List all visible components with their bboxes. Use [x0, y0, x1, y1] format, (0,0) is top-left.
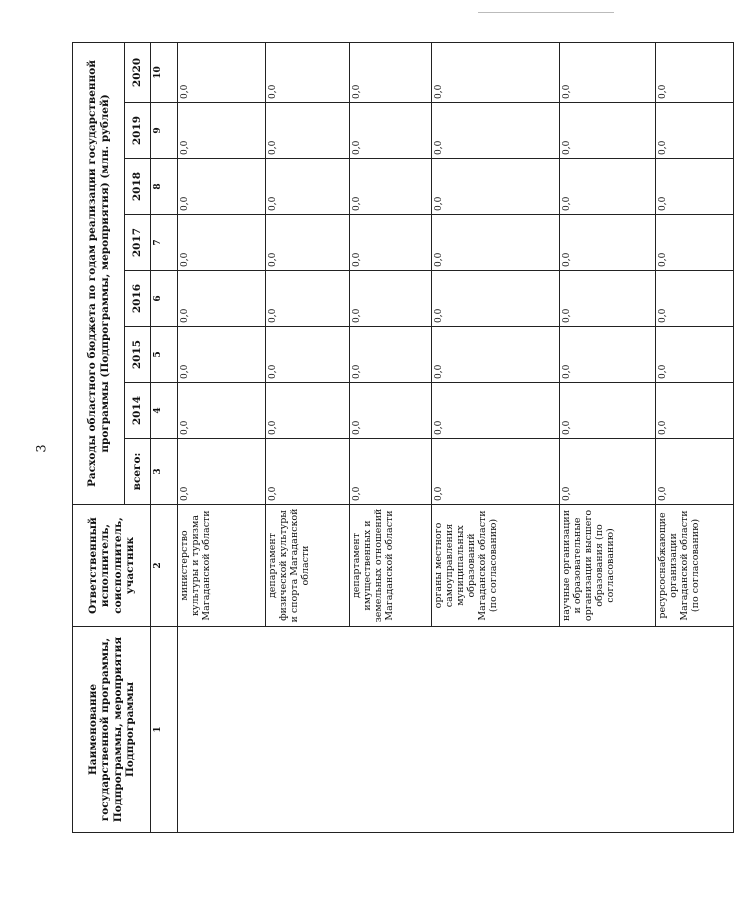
header-year: 2018 — [125, 159, 151, 215]
value-cell: 0,0 — [560, 103, 656, 159]
executor-cell: министерство культуры и туризма Магаданской области — [178, 505, 266, 627]
program-name-cell — [178, 627, 734, 833]
value-cell: 0,0 — [656, 159, 734, 215]
budget-table — [72, 42, 734, 833]
value-cell: 0,0 — [266, 439, 350, 505]
value-cell: 0,0 — [560, 42, 656, 102]
column-number: 4 — [151, 383, 178, 439]
value-cell: 0,0 — [178, 271, 266, 327]
column-number: 5 — [151, 327, 178, 383]
header-expenses: Расходы областного бюджета по годам реализации государственной программы (Подпрограммы, мероприятия) (млн. рублей) — [73, 42, 125, 504]
header-program-name: Наименование государственной программы, Подпрограммы, мероприятия Подпрограммы — [73, 627, 151, 833]
value-cell: 0,0 — [656, 383, 734, 439]
value-cell: 0,0 — [560, 271, 656, 327]
value-cell: 0,0 — [560, 327, 656, 383]
column-number: 1 — [151, 627, 178, 833]
value-cell: 0,0 — [350, 327, 432, 383]
value-cell: 0,0 — [266, 383, 350, 439]
value-cell: 0,0 — [656, 439, 734, 505]
header-year: 2014 — [125, 383, 151, 439]
value-cell: 0,0 — [266, 42, 350, 102]
value-cell: 0,0 — [432, 327, 560, 383]
value-cell: 0,0 — [178, 42, 266, 102]
table-row — [178, 42, 266, 832]
header-executor: Ответственный исполнитель, соисполнитель, участник — [73, 505, 151, 627]
header-total: всего: — [125, 439, 151, 505]
table-body — [73, 42, 734, 832]
top-rule — [478, 12, 614, 13]
column-number: 3 — [151, 439, 178, 505]
value-cell: 0,0 — [350, 103, 432, 159]
rotated-table-container — [72, 43, 701, 833]
value-cell: 0,0 — [266, 327, 350, 383]
value-cell: 0,0 — [178, 327, 266, 383]
value-cell: 0,0 — [432, 103, 560, 159]
value-cell: 0,0 — [350, 215, 432, 271]
executor-cell: департамент имущественных и земельных отношений Магаданской области — [350, 505, 432, 627]
value-cell: 0,0 — [432, 383, 560, 439]
value-cell: 0,0 — [266, 271, 350, 327]
value-cell: 0,0 — [656, 42, 734, 102]
header-year: 2020 — [125, 42, 151, 102]
column-number: 6 — [151, 271, 178, 327]
value-cell: 0,0 — [432, 215, 560, 271]
header-year: 2019 — [125, 103, 151, 159]
value-cell: 0,0 — [350, 271, 432, 327]
value-cell: 0,0 — [350, 42, 432, 102]
value-cell: 0,0 — [432, 159, 560, 215]
column-number: 10 — [151, 42, 178, 102]
value-cell: 0,0 — [178, 215, 266, 271]
value-cell: 0,0 — [178, 103, 266, 159]
value-cell: 0,0 — [178, 439, 266, 505]
column-number: 7 — [151, 215, 178, 271]
value-cell: 0,0 — [560, 383, 656, 439]
value-cell: 0,0 — [350, 439, 432, 505]
value-cell: 0,0 — [350, 159, 432, 215]
value-cell: 0,0 — [178, 159, 266, 215]
value-cell: 0,0 — [266, 159, 350, 215]
value-cell: 0,0 — [178, 383, 266, 439]
value-cell: 0,0 — [350, 383, 432, 439]
value-cell: 0,0 — [560, 215, 656, 271]
value-cell: 0,0 — [432, 271, 560, 327]
value-cell: 0,0 — [432, 439, 560, 505]
value-cell: 0,0 — [656, 103, 734, 159]
column-number: 8 — [151, 159, 178, 215]
value-cell: 0,0 — [432, 42, 560, 102]
value-cell: 0,0 — [560, 159, 656, 215]
value-cell: 0,0 — [656, 215, 734, 271]
value-cell: 0,0 — [656, 271, 734, 327]
header-year: 2017 — [125, 215, 151, 271]
header-year: 2016 — [125, 271, 151, 327]
executor-cell: органы местного самоуправления муниципальных образований Магаданской области (по согласованию) — [432, 505, 560, 627]
executor-cell: департамент физической культуры и спорта Магаданской области — [266, 505, 350, 627]
column-number-row — [151, 42, 178, 832]
page-number: 3 — [34, 444, 50, 453]
executor-cell: научные организации и образовательные организации высшего образования (по согласованию) — [560, 505, 656, 627]
value-cell: 0,0 — [656, 327, 734, 383]
value-cell: 0,0 — [266, 103, 350, 159]
value-cell: 0,0 — [266, 215, 350, 271]
column-number: 9 — [151, 103, 178, 159]
column-number: 2 — [151, 505, 178, 627]
executor-cell: ресурсоснабжающие организации Магаданской области (по согласованию) — [656, 505, 734, 627]
header-year: 2015 — [125, 327, 151, 383]
value-cell: 0,0 — [560, 439, 656, 505]
